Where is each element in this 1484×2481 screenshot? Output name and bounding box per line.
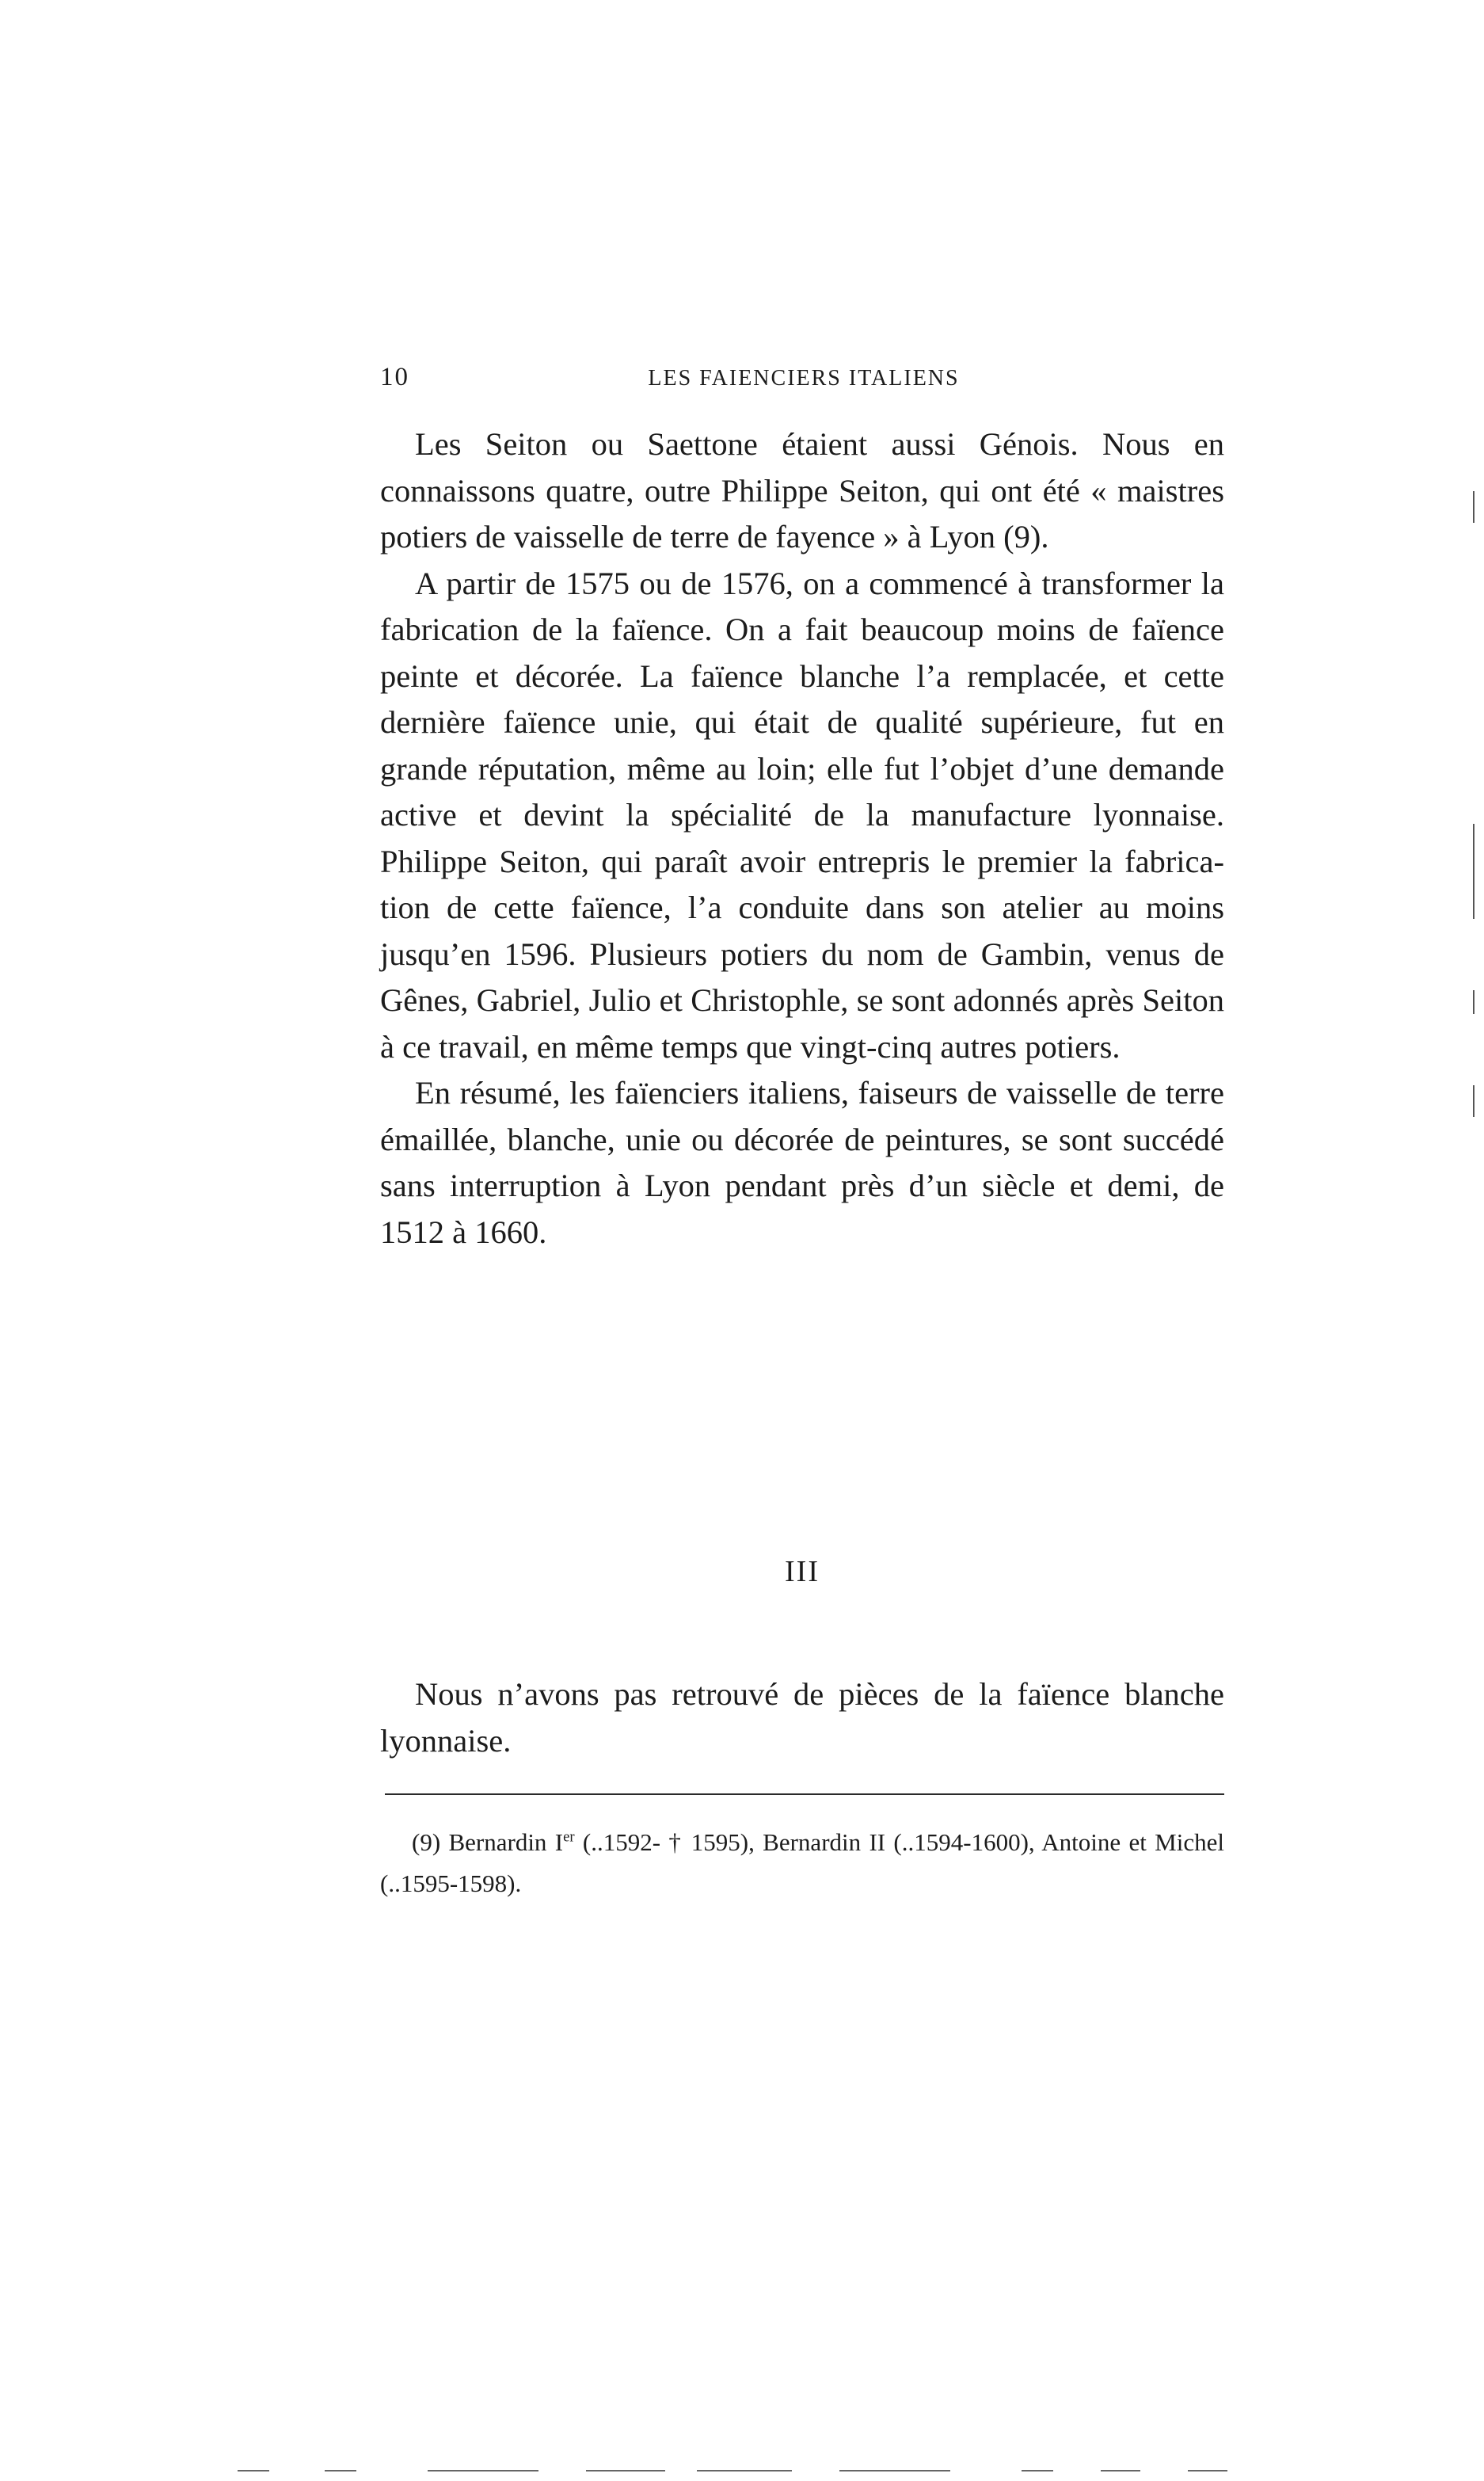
footnote-superscript: er	[563, 1828, 575, 1846]
paragraph: Nous n’avons pas retrouvé de pièces de la faïence blanche lyonnaise.	[380, 1676, 1224, 1759]
scan-mark	[697, 2470, 792, 2471]
footnote	[380, 1822, 1224, 1904]
scan-mark	[1473, 824, 1474, 919]
scan-mark	[1473, 491, 1474, 523]
footnote-lead: (9) Bernardin I	[412, 1828, 564, 1856]
scan-mark	[1188, 2470, 1227, 2471]
scan-mark	[238, 2470, 269, 2471]
paragraph: En résumé, les faïenciers italiens, faiseurs de vaisselle de terre émaillée, blanche, unie ou décorée de peintures, se sont succédé sans interruption à Lyon pendant près d’un siècle et demi, de 1512 à 1660.	[380, 1075, 1224, 1250]
scan-mark	[586, 2470, 665, 2471]
body-text	[380, 421, 1224, 1256]
paragraph: Les Seiton ou Saettone étaient aussi Génois. Nous en connaissons quatre, outre Philippe Seiton, qui ont été « maistres potiers de vaisselle de terre de fayence » à Lyon (9).	[380, 426, 1224, 555]
footnote-rest: (..1592- † 1595), Bernardin II (..1594-1600), Antoine et Michel (..1595-1598).	[380, 1828, 1224, 1897]
page-number: 10	[380, 363, 409, 391]
scan-mark	[1101, 2470, 1140, 2471]
scan-mark	[1473, 1085, 1474, 1117]
page-header	[380, 363, 1227, 401]
footnote-divider	[385, 1793, 1224, 1795]
section-three-text	[380, 1671, 1224, 1764]
running-title: LES FAIENCIERS ITALIENS	[648, 366, 960, 391]
scan-mark	[839, 2470, 950, 2471]
scan-mark	[1022, 2470, 1053, 2471]
scan-mark	[428, 2470, 538, 2471]
paragraph: A partir de 1575 ou de 1576, on a commencé à transformer la fabrication de la faïence. On a fait beaucoup moins de faïence peinte et décorée. La faïence blanche l’a remplacée, et cette dernière faïence unie, qui était de qualité supérieure, fut en grande réputation, même au loin; elle fut l’objet d’une demande active et devint la spécialité de la manufacture lyonnaise. Philippe Seiton, qui paraît avoir entrepris le premier la fabrication de cette faïence, l’a conduite dans son atelier au moins jusqu’en 1596. Plusieurs potiers du nom de Gambin, venus de Gênes, Gabriel, Julio et Christophle, se sont adonnés après Seiton à ce travail, en même temps que vingt-cinq autres potiers.	[380, 565, 1224, 1065]
scan-mark	[1473, 990, 1474, 1014]
section-heading: III	[785, 1555, 820, 1588]
scan-mark	[325, 2470, 356, 2471]
